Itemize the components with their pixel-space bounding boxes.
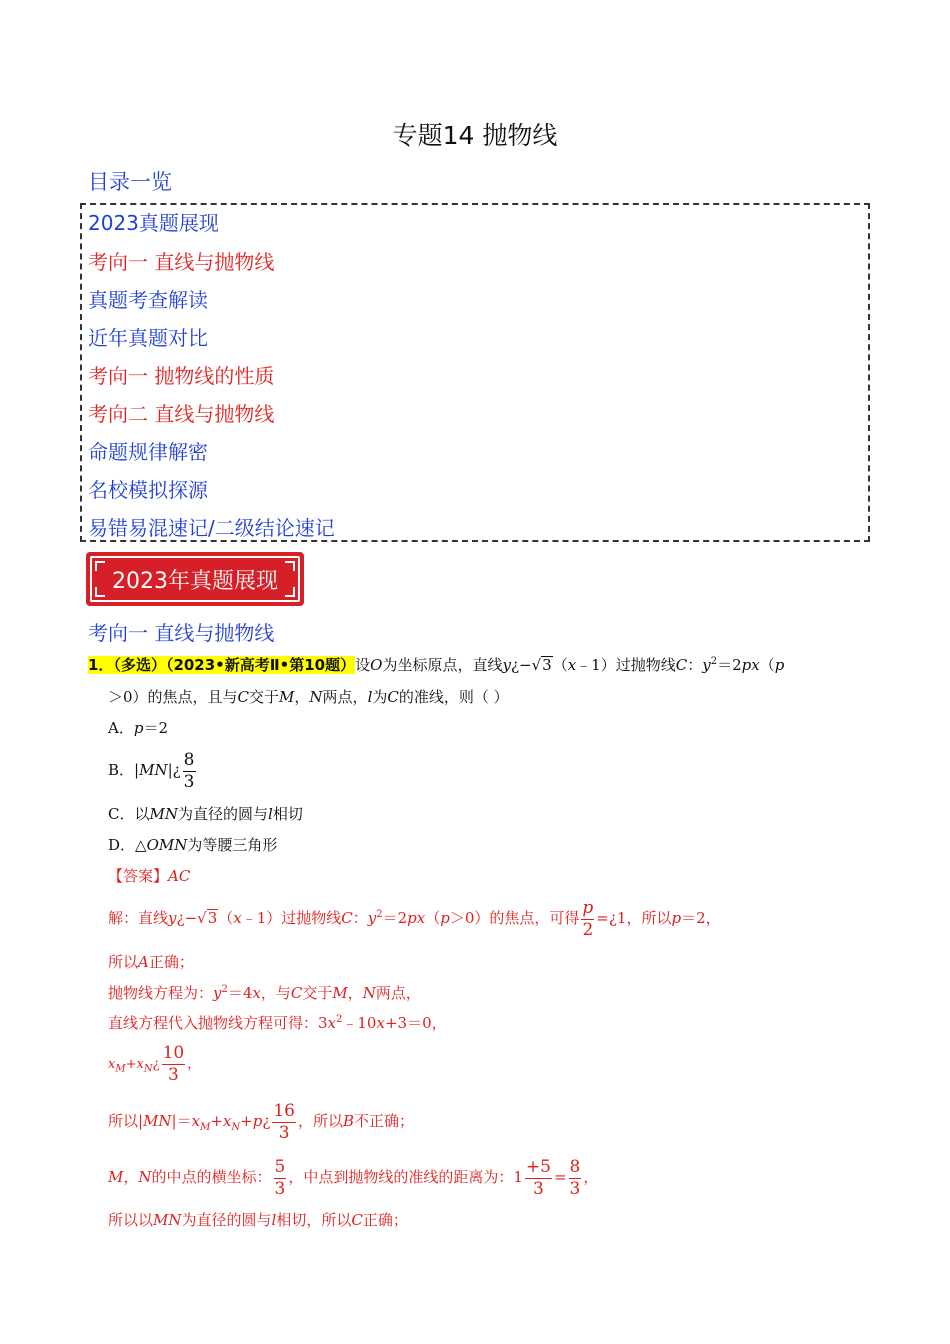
section-banner [86,552,304,606]
option-b[interactable]: B．|MN|¿ $\frac{8}{3}$ [108,749,195,792]
toc-item-patterns[interactable]: 命题规律解密 [88,440,208,464]
toc-item-interpretation[interactable]: 真题考查解读 [88,288,208,312]
answer-line: 【答案】AC [108,867,191,885]
page-title: 专题14 抛物线 [392,121,558,150]
option-d[interactable]: D．△OMN为等腰三角形 [108,836,278,854]
banner-label: 2023年真题展现 [112,568,278,594]
toc-item-direction-2[interactable]: 考向二 直线与抛物线 [88,402,275,426]
toc-box [80,203,870,542]
toc-heading: 目录一览 [88,170,172,194]
solution-line-3: 抛物线方程为：$y^2=4x$，与C交于M，N两点， [108,984,421,1002]
solution-line-2: 所以A正确； [108,953,194,971]
option-a[interactable]: A．p＝2 [108,719,168,737]
option-c[interactable]: C．以MN为直径的圆与l相切 [108,805,303,823]
toc-item-mistakes[interactable]: 易错易混速记/二级结论速记 [88,516,335,540]
toc-item-2023[interactable]: 2023真题展现 [88,211,219,235]
toc-item-properties[interactable]: 考向一 抛物线的性质 [88,364,275,388]
solution-line-7: M，N的中点的横坐标： $\frac{5}{3}$ ，中点到抛物线的准线的距离为：1 $\frac{+5}{3}$ = $\frac{8}{3}$ ， [108,1156,599,1199]
solution-line-6: 所以$|MN|=x_M+x_N+p¿$ $\frac{16}{3}$ ，所以B不正确； [108,1100,415,1143]
solution-line-8: 所以以MN为直径的圆与l相切，所以C正确； [108,1211,408,1229]
toc-item-comparison[interactable]: 近年真题对比 [88,326,208,350]
solution-line-4: 直线方程代入抛物线方程可得：$3x^2﹣10x+3=0$， [108,1014,447,1032]
solution-line-1: 解：直线y¿−√3（x﹣1）过抛物线C：$y^2=2px(p>0)$的焦点，可得 $\frac{p}{2}$ =¿1，所以p＝2， [108,897,721,940]
toc-item-direction-1[interactable]: 考向一 直线与抛物线 [88,250,275,274]
section-heading: 考向一 直线与抛物线 [88,621,275,645]
solution-line-5: $x_M+x_N¿$ $\frac{10}{3}$ ， [108,1043,201,1085]
option-b-fraction: $\frac{8}{3}$ [183,749,195,792]
toc-item-mock[interactable]: 名校模拟探源 [88,478,208,502]
question-stem-line-1: 1．（多选）（2023•新高考Ⅱ•第10题）设O为坐标原点，直线y¿−√3（x﹣1）过抛物线C：$y^2=2px(p$ [88,656,785,674]
question-stem-line-2: ＞0）的焦点，且与C交于M，N两点，l为C的准线，则（ ） [108,688,509,706]
